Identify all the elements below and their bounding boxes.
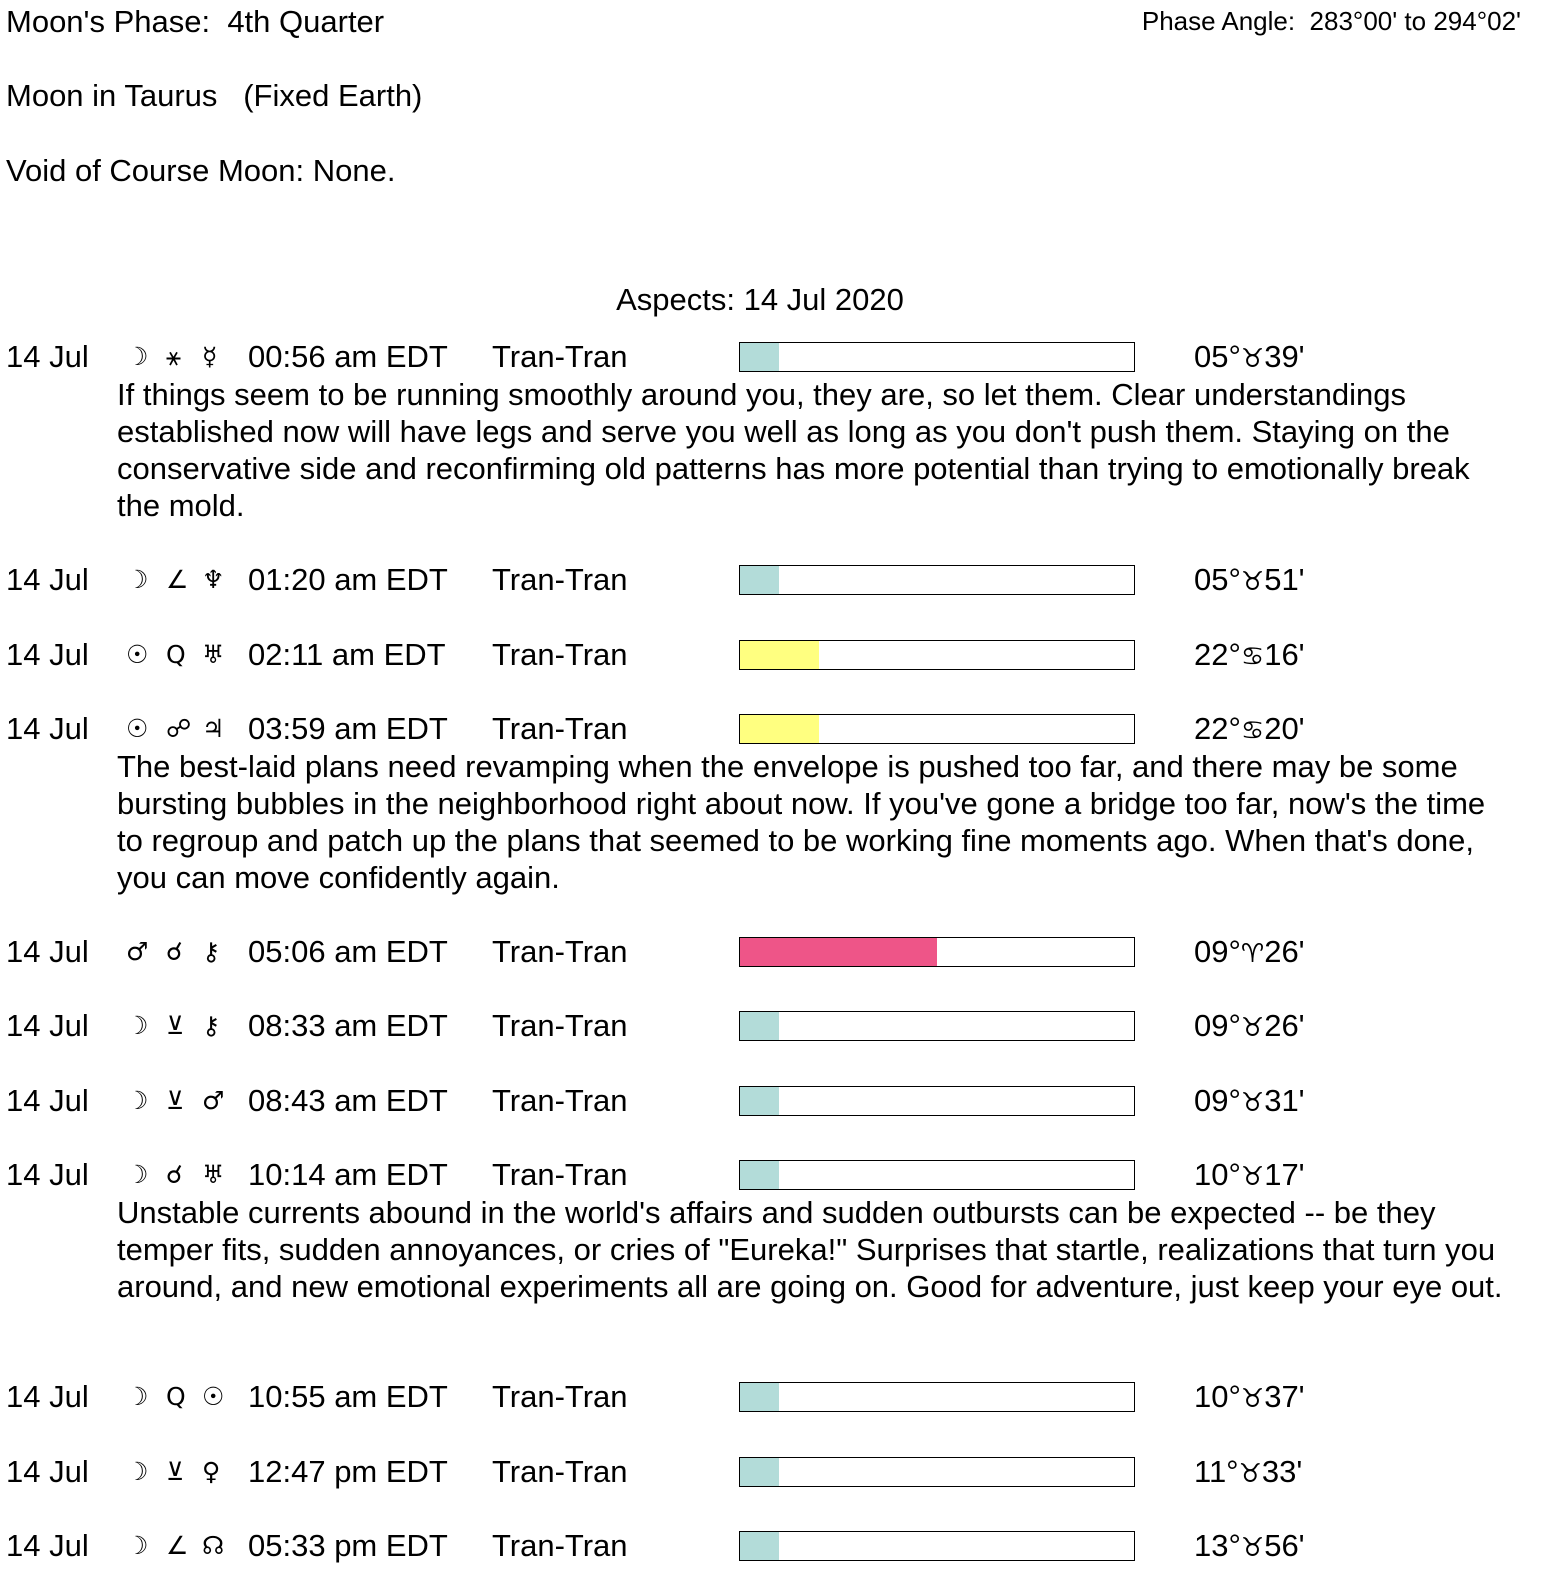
strength-bar (739, 1531, 1135, 1561)
aspect-type: Tran-Tran (492, 339, 628, 374)
moon-sign: Moon in Taurus (Fixed Earth) (6, 78, 423, 113)
aspect-row (0, 711, 1543, 751)
phase-angle: Phase Angle: 283°00' to 294°02' (1141, 6, 1521, 36)
zodiac-position (1194, 1008, 1305, 1044)
aspect-time: 05:06 am EDT (248, 934, 448, 969)
position-degrees: 10° (1194, 1157, 1241, 1192)
position-minutes: 16' (1264, 637, 1305, 672)
position-degrees: 10° (1194, 1379, 1241, 1414)
strength-bar-fill (740, 1532, 779, 1560)
position-minutes: 56' (1264, 1528, 1305, 1563)
aspect-date: 14 Jul (6, 1454, 89, 1489)
aspect-type: Tran-Tran (492, 1083, 628, 1118)
zodiac-sign-icon: ♋ (1240, 716, 1265, 746)
aspect-glyph: ☌ (166, 937, 183, 966)
aspect-glyph: ☌ (166, 1160, 183, 1189)
position-degrees: 11° (1194, 1454, 1239, 1489)
aspect-time: 02:11 am EDT (248, 637, 446, 672)
planet-1-glyph: ☉ (126, 640, 149, 669)
zodiac-position (1194, 1157, 1305, 1193)
zodiac-sign-icon: ♉ (1240, 1088, 1265, 1118)
aspect-type: Tran-Tran (492, 934, 628, 969)
planet-1-glyph: ☽ (126, 1457, 149, 1486)
zodiac-position (1194, 637, 1305, 673)
planet-2-glyph: ♃ (202, 714, 225, 743)
zodiac-position (1194, 1454, 1302, 1490)
strength-bar-fill (740, 343, 779, 371)
moon-phase: Moon's Phase: 4th Quarter (6, 4, 385, 39)
zodiac-sign-icon: ♉ (1238, 1459, 1262, 1489)
aspect-glyph: ⊻ (166, 1457, 185, 1486)
position-degrees: 09° (1194, 1008, 1241, 1043)
position-degrees: 22° (1194, 637, 1241, 672)
zodiac-sign-icon: ♈ (1240, 939, 1265, 969)
planet-2-glyph: ☿ (202, 342, 218, 371)
position-degrees: 09° (1194, 1083, 1241, 1118)
position-minutes: 17' (1264, 1157, 1305, 1192)
aspect-date: 14 Jul (6, 637, 89, 672)
strength-bar (739, 342, 1135, 372)
zodiac-position (1194, 1379, 1305, 1415)
position-degrees: 22° (1194, 711, 1241, 746)
strength-bar (739, 565, 1135, 595)
zodiac-sign-icon: ♉ (1240, 1162, 1265, 1192)
aspect-glyph: ⊻ (166, 1011, 185, 1040)
strength-bar-fill (740, 1383, 779, 1411)
aspect-time: 00:56 am EDT (248, 339, 448, 374)
strength-bar-fill (740, 641, 819, 669)
planet-2-glyph: ⚷ (202, 937, 221, 966)
position-minutes: 33' (1261, 1454, 1303, 1489)
aspect-date: 14 Jul (6, 1083, 89, 1118)
aspect-type: Tran-Tran (492, 1454, 628, 1489)
aspect-row (0, 1157, 1543, 1197)
aspect-time: 10:55 am EDT (248, 1379, 448, 1414)
aspect-time: 01:20 am EDT (248, 562, 448, 597)
aspect-time: 10:14 am EDT (248, 1157, 448, 1192)
aspect-row (0, 1379, 1543, 1419)
planet-2-glyph: ⚷ (202, 1011, 221, 1040)
aspect-time: 03:59 am EDT (248, 711, 448, 746)
position-minutes: 26' (1264, 934, 1305, 969)
strength-bar (739, 1160, 1135, 1190)
position-degrees: 05° (1194, 339, 1241, 374)
strength-bar (739, 1382, 1135, 1412)
aspect-time: 12:47 pm EDT (248, 1454, 448, 1489)
strength-bar-fill (740, 715, 819, 743)
position-minutes: 37' (1264, 1379, 1305, 1414)
planet-1-glyph: ☽ (126, 565, 149, 594)
aspect-description: If things seem to be running smoothly around you, they are, so let them. Clear understandings established now will have legs and serve you well as long as you don't push them. Staying on the conservative side and reconfirming old patterns has more potential than trying to emotionally break the mold. (117, 377, 1470, 523)
planet-1-glyph: ☽ (126, 342, 149, 371)
strength-bar-fill (740, 938, 937, 966)
position-minutes: 31' (1264, 1083, 1305, 1118)
aspect-glyph: ⚹ (166, 342, 182, 371)
zodiac-sign-icon: ♉ (1240, 1013, 1265, 1043)
aspect-description: Unstable currents abound in the world's affairs and sudden outbursts can be expected -- be they temper fits, sudden annoyances, or cries of "Eureka!" Surprises that startle, realizations that turn you around, and new emotional experiments all are going on. Good for adventure, just keep your eye out. (117, 1195, 1503, 1304)
void-of-course: Void of Course Moon: None. (6, 153, 396, 188)
zodiac-position (1194, 1083, 1305, 1119)
strength-bar-fill (740, 566, 779, 594)
aspect-time: 08:33 am EDT (248, 1008, 448, 1043)
zodiac-sign-icon: ♋ (1240, 642, 1265, 672)
zodiac-sign-icon: ♉ (1240, 567, 1265, 597)
planet-1-glyph: ☽ (126, 1011, 149, 1040)
aspect-date: 14 Jul (6, 1008, 89, 1043)
planet-2-glyph: ♆ (202, 565, 225, 594)
strength-bar (739, 1011, 1135, 1041)
aspect-glyph: ∠ (166, 565, 189, 594)
position-degrees: 05° (1194, 562, 1241, 597)
planet-1-glyph: ☽ (126, 1160, 149, 1189)
aspect-glyph: Q (166, 1382, 186, 1411)
aspect-time: 05:33 pm EDT (248, 1528, 448, 1563)
aspect-row (0, 1454, 1543, 1494)
aspect-type: Tran-Tran (492, 562, 628, 597)
strength-bar-fill (740, 1458, 779, 1486)
aspect-row (0, 1008, 1543, 1048)
aspect-glyph: ☍ (166, 714, 192, 743)
planet-2-glyph: ☊ (202, 1531, 225, 1560)
strength-bar (739, 1457, 1135, 1487)
aspect-date: 14 Jul (6, 934, 89, 969)
aspect-glyph: Q (166, 640, 186, 669)
strength-bar (739, 937, 1135, 967)
position-minutes: 20' (1264, 711, 1305, 746)
position-degrees: 13° (1194, 1528, 1241, 1563)
aspect-glyph: ⊻ (166, 1086, 185, 1115)
aspect-glyph: ∠ (166, 1531, 189, 1560)
planet-1-glyph: ☉ (126, 714, 149, 743)
planet-1-glyph: ♂ (126, 937, 149, 966)
strength-bar-fill (740, 1087, 779, 1115)
zodiac-position (1194, 562, 1305, 598)
zodiac-sign-icon: ♉ (1240, 1384, 1265, 1414)
aspect-date: 14 Jul (6, 562, 89, 597)
zodiac-position (1194, 1528, 1305, 1564)
zodiac-sign-icon: ♉ (1240, 1533, 1265, 1563)
strength-bar-fill (740, 1161, 779, 1189)
planet-2-glyph: ♅ (202, 640, 225, 669)
zodiac-position (1194, 934, 1305, 970)
zodiac-position (1194, 339, 1305, 375)
aspect-row (0, 1528, 1543, 1568)
aspect-type: Tran-Tran (492, 711, 628, 746)
position-degrees: 09° (1194, 934, 1241, 969)
aspect-type: Tran-Tran (492, 1157, 628, 1192)
strength-bar (739, 640, 1135, 670)
aspect-row (0, 1083, 1543, 1123)
position-minutes: 26' (1264, 1008, 1305, 1043)
aspect-date: 14 Jul (6, 711, 89, 746)
aspect-type: Tran-Tran (492, 1379, 628, 1414)
aspect-row (0, 562, 1543, 602)
planet-2-glyph: ☉ (202, 1382, 225, 1411)
zodiac-position (1194, 711, 1305, 747)
planet-2-glyph: ♅ (202, 1160, 225, 1189)
aspect-date: 14 Jul (6, 1379, 89, 1414)
aspect-type: Tran-Tran (492, 637, 628, 672)
planet-2-glyph: ♂ (202, 1086, 225, 1115)
aspect-type: Tran-Tran (492, 1008, 628, 1043)
zodiac-sign-icon: ♉ (1240, 344, 1265, 374)
aspect-date: 14 Jul (6, 1528, 89, 1563)
aspect-row (0, 934, 1543, 974)
strength-bar (739, 1086, 1135, 1116)
aspect-date: 14 Jul (6, 339, 89, 374)
aspects-title: Aspects: 14 Jul 2020 (616, 282, 904, 317)
aspect-row (0, 339, 1543, 379)
aspect-description: The best-laid plans need revamping when the envelope is pushed too far, and there may be some bursting bubbles in the neighborhood right about now. If you've gone a bridge too far, now's the time to regroup and patch up the plans that seemed to be working fine moments ago. When that's done, you can move confidently again. (117, 749, 1486, 895)
planet-1-glyph: ☽ (126, 1382, 149, 1411)
planet-1-glyph: ☽ (126, 1086, 149, 1115)
planet-1-glyph: ☽ (126, 1531, 149, 1560)
aspect-type: Tran-Tran (492, 1528, 628, 1563)
aspect-date: 14 Jul (6, 1157, 89, 1192)
planet-2-glyph: ♀ (202, 1457, 221, 1486)
strength-bar (739, 714, 1135, 744)
aspect-row (0, 637, 1543, 677)
aspect-time: 08:43 am EDT (248, 1083, 448, 1118)
strength-bar-fill (740, 1012, 779, 1040)
position-minutes: 39' (1264, 339, 1305, 374)
position-minutes: 51' (1264, 562, 1305, 597)
